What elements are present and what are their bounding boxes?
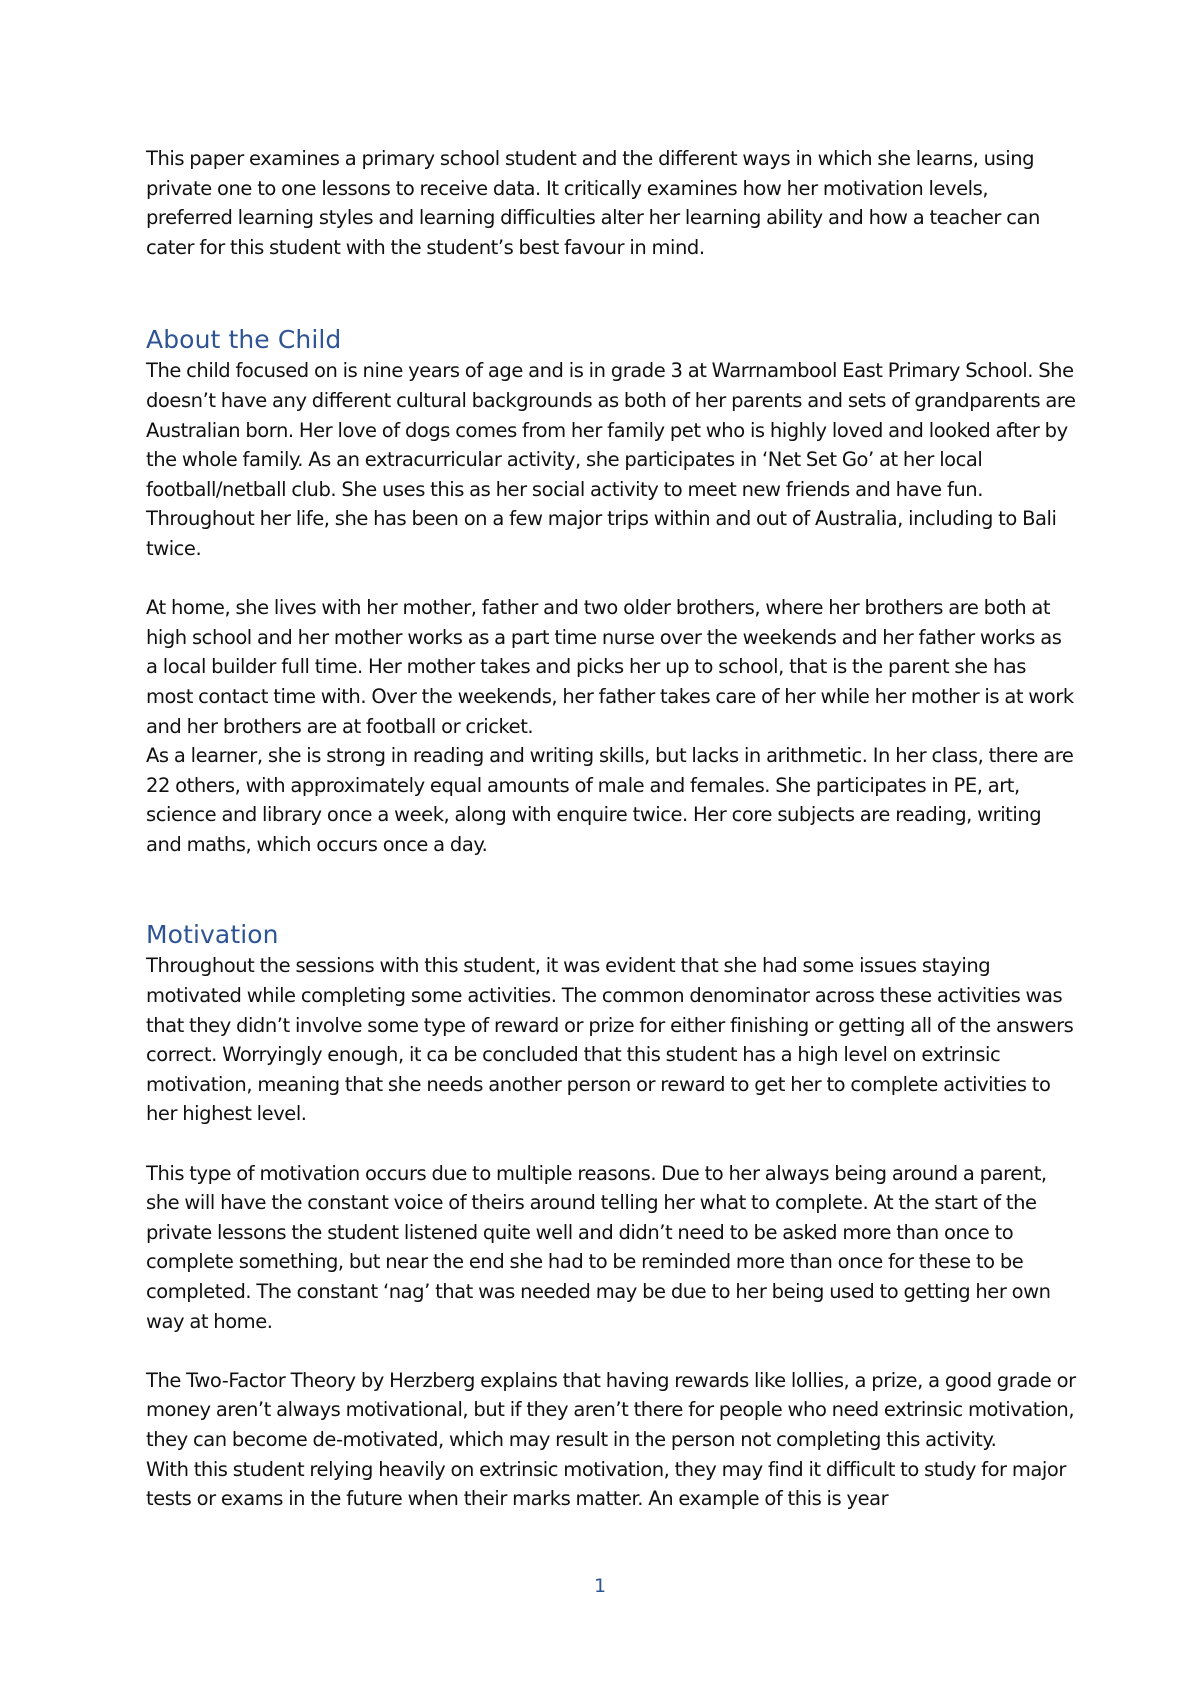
section-heading-motivation: Motivation — [146, 920, 279, 950]
motivation-paragraph-4: With this student relying heavily on extrinsic motivation, they may find it difficult to study for major tests or exams in the future when their marks matter. An example of this is year — [146, 1457, 1066, 1511]
intro-paragraph: This paper examines a primary school student and the different ways in which she learns, using private one to one lessons to receive data. It critically examines how her motivation levels, preferred learning styles and learning difficulties alter her learning ability and how a teacher can cater for this student with the student’s best favour in mind. — [146, 147, 1040, 259]
about-paragraph-1: The child focused on is nine years of age and is in grade 3 at Warrnambool East Primary School. She doesn’t have any different cultural backgrounds as both of her parents and sets of grandparents are Australian born. Her love of dogs comes from her family pet who is highly loved and looked after by the whole family. As an extracurricular activity, she participates in ‘Net Set Go’ at her local football/netball club. She uses this as her social activity to meet new friends and have fun. Throughout her life, she has been on a few major trips within and out of Australia, including to Bali twice. — [146, 359, 1076, 560]
motivation-paragraph-2: This type of motivation occurs due to multiple reasons. Due to her always being around a parent, she will have the constant voice of theirs around telling her what to complete. At the start of the private lessons the student listened quite well and didn’t need to be asked more than once to complete something, but near the end she had to be reminded more than once for these to be completed. The constant ‘nag’ that was needed may be due to her being used to getting her own way at home. — [146, 1161, 1051, 1333]
section-heading-about: About the Child — [146, 325, 342, 355]
page-number: 1 — [593, 1575, 607, 1597]
spacer — [146, 1129, 1076, 1159]
spacer — [146, 1336, 1076, 1366]
spacer — [146, 564, 1076, 594]
motivation-paragraph-1: Throughout the sessions with this student, it was evident that she had some issues staying motivated while completing some activities. The common denominator across these activities was that they didn’t involve some type of reward or prize for either finishing or getting all of the answers correct. Worryingly enough, it ca be concluded that this student has a high level on extrinsic motivation, meaning that she needs another person or reward to get her to complete activities to her highest level. — [146, 954, 1074, 1126]
motivation-paragraph-3: The Two-Factor Theory by Herzberg explains that having rewards like lollies, a prize, a good grade or money aren’t always motivational, but if they aren’t there for people who need extrinsic motivation, they can become de-motivated, which may result in the person not completing this activity. — [146, 1368, 1076, 1451]
document-body — [146, 144, 1076, 1514]
spacer — [146, 859, 1076, 919]
spacer — [146, 262, 1076, 324]
about-paragraph-2: At home, she lives with her mother, father and two older brothers, where her brothers are both at high school and her mother works as a part time nurse over the weekends and her father works as a local builder full time. Her mother takes and picks her up to school, that is the parent she has most contact time with. Over the weekends, her father takes care of her while her mother is at work and her brothers are at football or cricket. — [146, 596, 1074, 738]
about-paragraph-3: As a learner, she is strong in reading and writing skills, but lacks in arithmetic. In her class, there are 22 others, with approximately equal amounts of male and females. She participates in PE, art, science and library once a week, along with enquire twice. Her core subjects are reading, writing and maths, which occurs once a day. — [146, 744, 1074, 856]
